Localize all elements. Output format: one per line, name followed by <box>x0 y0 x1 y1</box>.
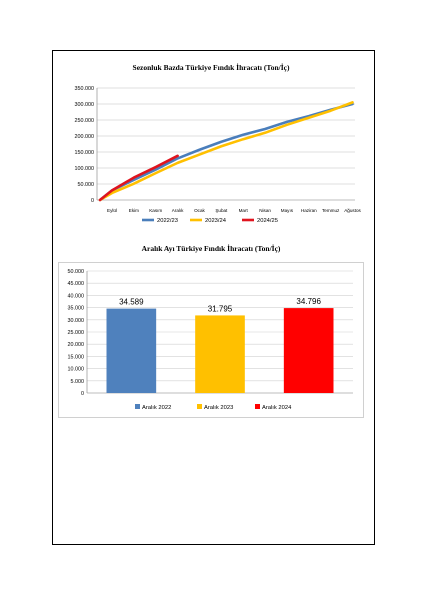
y-tick-label: 150.000 <box>74 150 94 156</box>
y-tick-label: 350.000 <box>74 86 94 92</box>
y-tick-label: 300.000 <box>74 102 94 108</box>
bar-chart-panel <box>58 262 364 418</box>
bar-3 <box>284 308 334 393</box>
line-chart-panel <box>58 55 364 235</box>
y-tick-label: 250.000 <box>74 118 94 124</box>
bar-1 <box>107 309 157 393</box>
x-tick-label: Şubat <box>215 208 228 213</box>
x-tick-label: Kasım <box>149 208 163 213</box>
legend-label: 2024/25 <box>257 218 278 224</box>
x-tick-label: Mart <box>238 208 248 213</box>
y-tick-label: 10.000 <box>67 366 84 373</box>
line-chart-title: Sezonluk Bazda Türkiye Fındık İhracatı (Ton/İç) <box>132 63 290 72</box>
bar-chart-title-area <box>58 242 364 258</box>
legend-label: Aralık 2023 <box>204 405 234 411</box>
bar-chart-title: Aralık Ayı Türkiye Fındık İhracatı (Ton/İç) <box>141 244 281 253</box>
y-tick-label: 30.000 <box>67 317 84 324</box>
legend-label: Aralık 2024 <box>262 405 292 411</box>
bar-chart <box>59 263 363 417</box>
x-tick-label: Ağustos <box>344 208 361 213</box>
bar-data-label: 31.795 <box>207 304 233 314</box>
line-chart <box>58 55 364 235</box>
x-tick-label: Ocak <box>194 208 205 213</box>
y-tick-label: 45.000 <box>67 281 84 288</box>
x-tick-label: Mayıs <box>280 208 294 213</box>
y-tick-label: 50.000 <box>77 182 94 188</box>
legend-label: 2023/24 <box>205 218 226 224</box>
y-tick-label: 5.000 <box>70 378 84 385</box>
y-tick-label: 15.000 <box>67 354 84 361</box>
y-tick-label: 25.000 <box>67 330 84 336</box>
y-tick-label: 20.000 <box>67 342 84 349</box>
legend-swatch <box>255 404 260 409</box>
x-tick-label: Nisan <box>259 208 271 213</box>
bar-2 <box>195 315 245 393</box>
y-tick-label: 40.000 <box>67 293 84 300</box>
legend-swatch <box>135 404 140 409</box>
y-tick-label: 0 <box>91 198 94 204</box>
y-tick-label: 35.000 <box>67 305 84 312</box>
legend-label: 2022/23 <box>157 218 178 224</box>
y-tick-label: 0 <box>81 391 84 397</box>
y-tick-label: 100.000 <box>74 166 94 172</box>
y-tick-label: 50.000 <box>67 269 84 275</box>
x-tick-label: Haziran <box>300 208 317 213</box>
legend-swatch <box>197 404 202 409</box>
x-tick-label: Aralık <box>171 208 184 213</box>
y-tick-label: 200.000 <box>74 134 94 140</box>
series-line-2023-24 <box>100 102 353 200</box>
bar-data-label: 34.589 <box>119 297 144 307</box>
x-tick-label: Ekim <box>128 208 139 213</box>
legend-label: Aralık 2022 <box>142 405 172 411</box>
x-tick-label: Temmuz <box>321 208 340 213</box>
x-tick-label: Eylül <box>107 208 118 213</box>
bar-data-label: 34.796 <box>296 297 321 307</box>
